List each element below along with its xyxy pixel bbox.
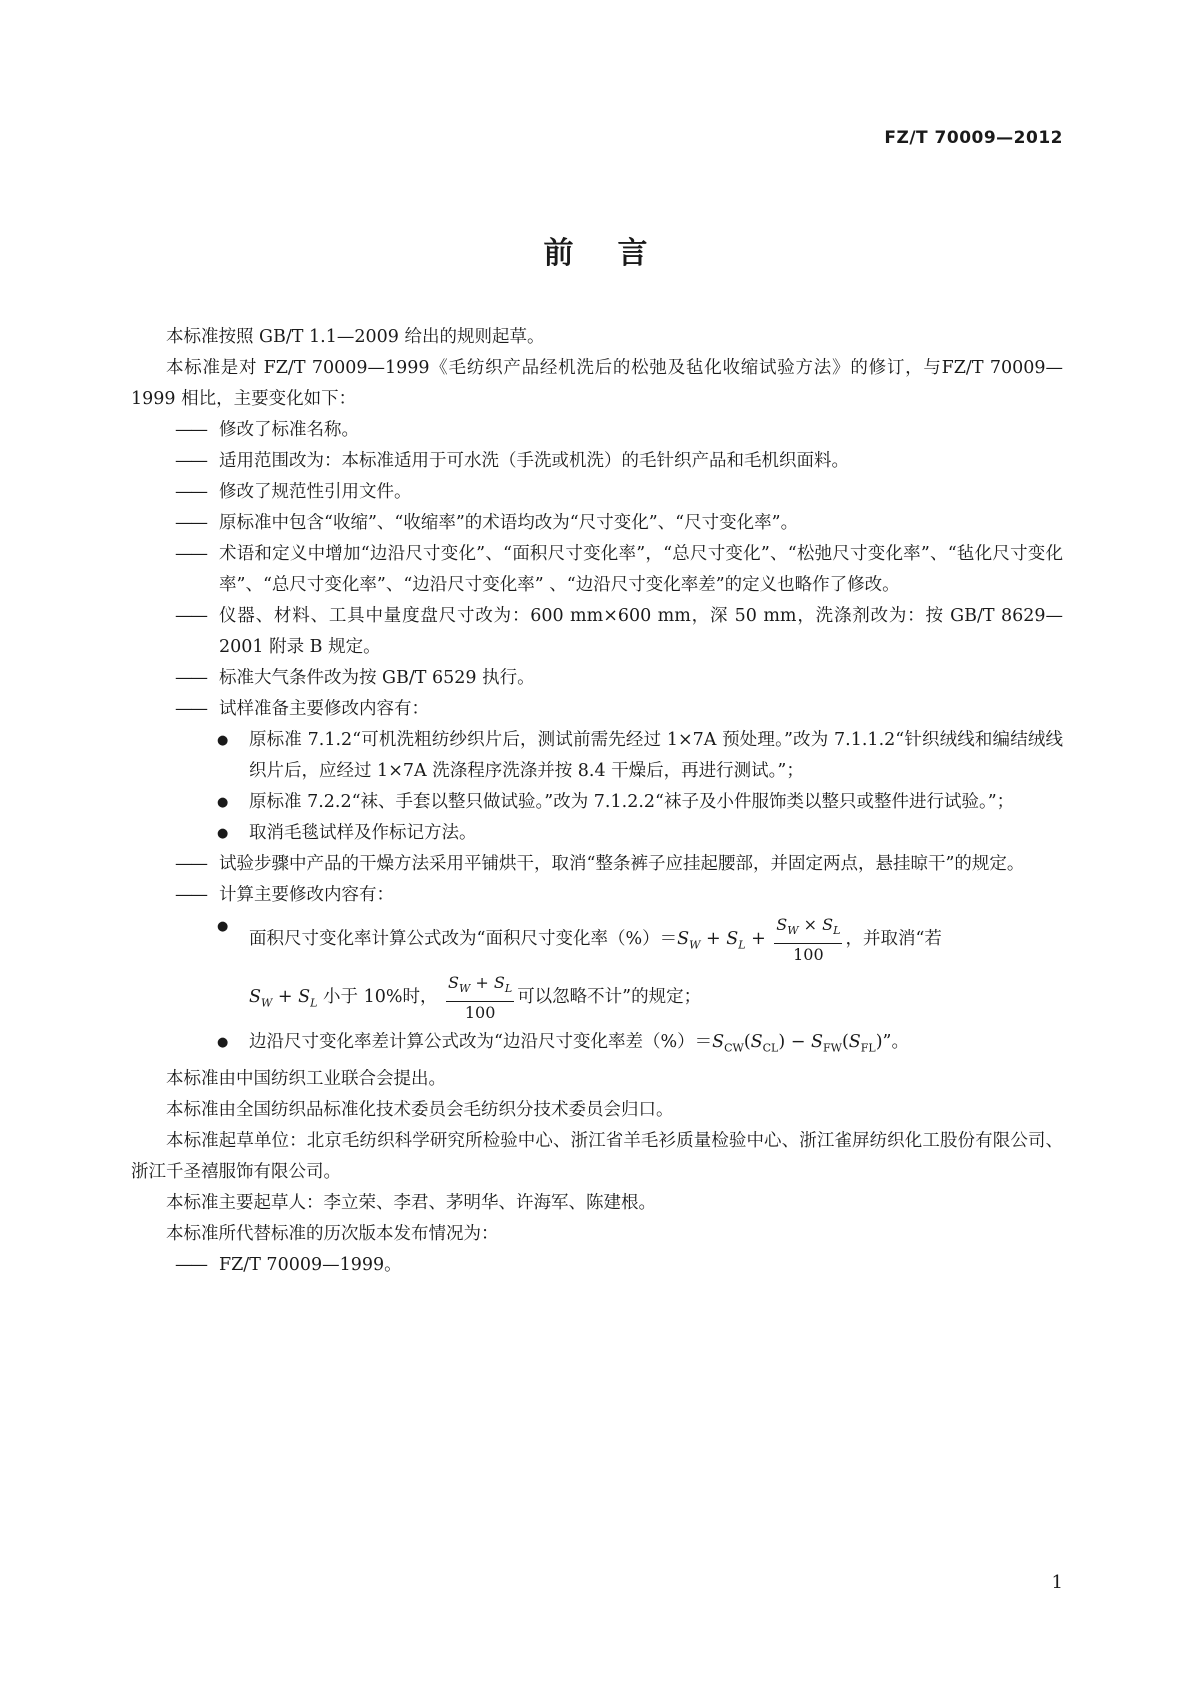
calc-area-formula: ● 面积尺寸变化率计算公式改为“面积尺寸变化率$(\%)=S_W + S_L$ + $\frac{S_W \times S_L}{100}$ ，并取消“若 $S_W + S_L$ 小于 10%时， $\frac{S_W + S_L}{100}$ 可以忽略不计”的规定； (131, 911, 1063, 1027)
sample-prep-item: ● 原标准 7.2.2“袜、手套以整只做试验。”改为 7.1.2.2“袜子及小件服饰类以整只或整件进行试验。”； (131, 787, 1063, 818)
formula-fraction: $\frac{S_W + S_L}{100}$ (448, 973, 513, 1022)
change-item: —— 适用范围改为：本标准适用于可水洗（手洗或机洗）的毛针织产品和毛机织面料。 (175, 451, 849, 471)
change-item: —— 仪器、材料、工具中量度盘尺寸改为：600 mm×600 mm，深 50 mm，洗涤剂改为：按 GB/T 8629—2001 附录 B 规定。 (175, 606, 1063, 657)
change-item: —— 标准大气条件改为按 GB/T 6529 执行。 (175, 668, 535, 688)
bullet-icon: ● (217, 733, 229, 748)
change-item: —— 原标准中包含“收缩”、“收缩率”的术语均改为“尺寸变化”、“尺寸变化率”。 (175, 513, 799, 533)
paragraph-proposed: 本标准由中国纺织工业联合会提出。 (166, 1068, 446, 1089)
change-item: —— 修改了规范性引用文件。 (175, 482, 412, 502)
change-item: —— 试样准备主要修改内容有： (175, 699, 429, 719)
history-item: —— FZ/T 70009—1999。 (175, 1254, 402, 1275)
formula-fraction: $\frac{S_W \times S_L}{100}$ (776, 915, 841, 964)
paragraph-history: 本标准所代替标准的历次版本发布情况为： (166, 1223, 499, 1244)
bullet-icon: ● (217, 795, 229, 810)
paragraph-revision: 本标准是对 FZ/T 70009—1999《毛纺织产品经机洗后的松弛及毡化收缩试验方法》的修订，与FZ/T 70009—1999 相比，主要变化如下： (131, 358, 1063, 409)
paragraph-drafting-units: 本标准起草单位：北京毛纺织科学研究所检验中心、浙江省羊毛衫质量检验中心、浙江雀屏纺织化工股份有限公司、浙江千圣禧服饰有限公司。 (131, 1130, 1063, 1182)
calc-edge-formula: ● 边沿尺寸变化率差计算公式改为“边沿尺寸变化率差$(\%)=S_{CW}(S_{CL}) - S_{FW}(S_{FL})$”。 (131, 1027, 1063, 1064)
bullet-icon: ● (217, 826, 229, 841)
page-title: 前言 (543, 236, 692, 271)
bullet-icon: ● (217, 919, 229, 934)
change-item-drying: —— 试验步骤中产品的干燥方法采用平铺烘干，取消“整条裤子应挂起腰部，并固定两点，悬挂晾干”的规定。 (175, 854, 1025, 874)
change-item: —— 修改了标准名称。 (175, 420, 359, 440)
paragraph-managed: 本标准由全国纺织品标准化技术委员会毛纺织分技术委员会归口。 (166, 1099, 674, 1120)
change-item: —— 术语和定义中增加“边沿尺寸变化”、“面积尺寸变化率”，“总尺寸变化”、“松弛尺寸变化率”、“毡化尺寸变化率”、“总尺寸变化率”、“边沿尺寸变化率” 、“边沿尺寸变化率差”的定义也略作了修改。 (175, 544, 1063, 595)
sample-prep-item: ● 原标准 7.1.2“可机洗粗纺纱织片后，测试前需先经过 1×7A 预处理。”改为 7.1.1.2“针织绒线和编结绒线织片后，应经过 1×7A 洗涤程序洗涤并按 8.4 干燥后，再进行测试。”； (131, 725, 1063, 787)
sample-prep-item: ● 取消毛毯试样及作标记方法。 (131, 818, 1063, 849)
document-body (131, 322, 1063, 1281)
page-number: 1 (1051, 1572, 1063, 1593)
paragraph-drafters: 本标准主要起草人：李立荣、李君、茅明华、许海军、陈建根。 (166, 1192, 656, 1213)
paragraph-drafting-rule: 本标准按照 GB/T 1.1—2009 给出的规则起草。 (166, 327, 545, 347)
change-item-calc: —— 计算主要修改内容有： (175, 885, 394, 905)
document-code: FZ/T 70009—2012 (884, 128, 1063, 148)
bullet-icon: ● (217, 1035, 229, 1050)
